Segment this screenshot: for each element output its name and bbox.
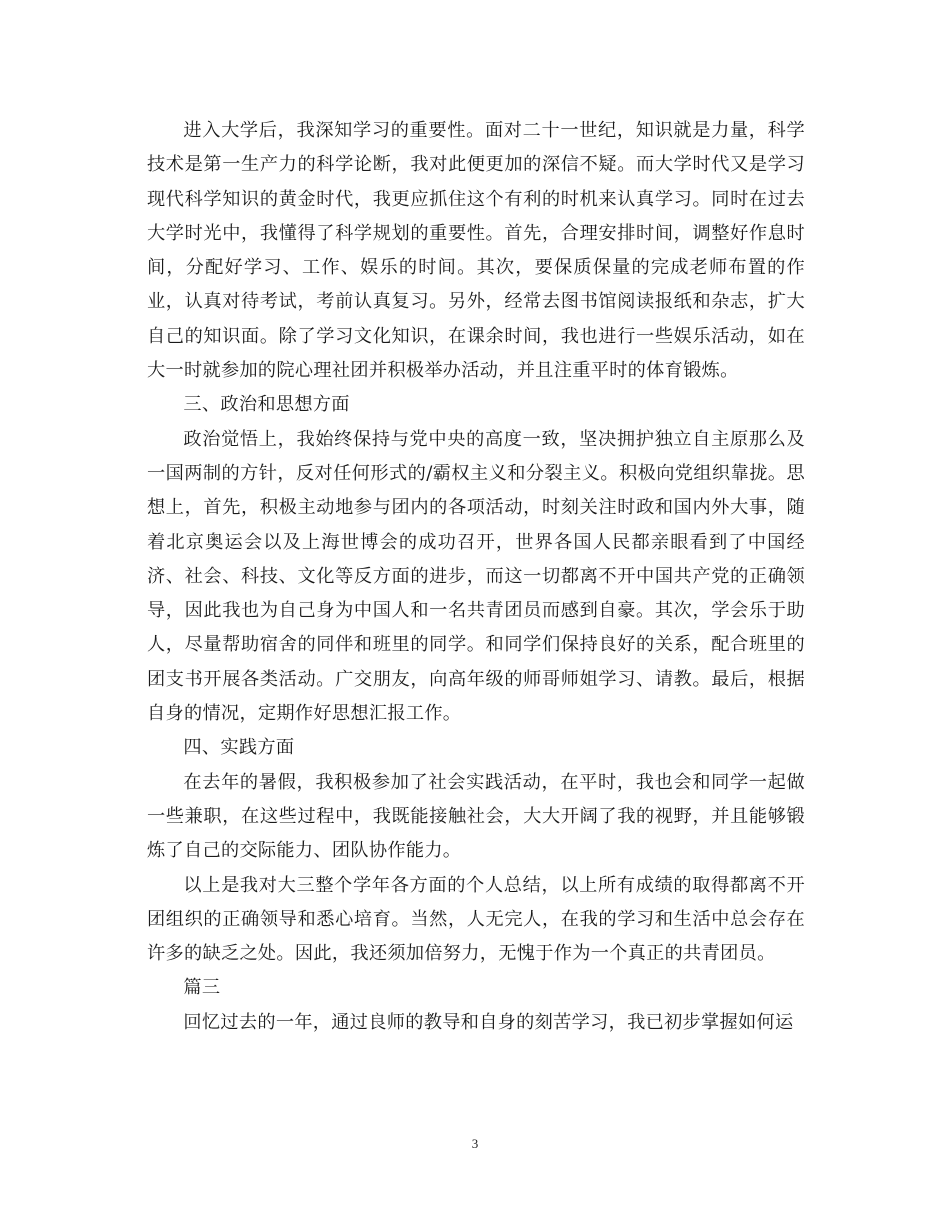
section-heading-part-three: 篇三 xyxy=(183,977,221,999)
paragraph-conclusion: 以上是我对大三整个学年各方面的个人总结，以上所有成绩的取得都离不开团组织的正确领导和悉心培育。当然，人无完人，在我的学习和生活中总会存在许多的缺乏之处。因此，我还须加倍努力，无愧于作为一个真正的共青团员。 xyxy=(147,874,805,965)
page-number: 3 xyxy=(471,1136,479,1151)
document-body xyxy=(147,114,805,1040)
section-heading-practice: 四、实践方面 xyxy=(183,737,295,759)
paragraph-politics: 政治觉悟上，我始终保持与党中央的高度一致，坚决拥护独立自主原那么及一国两制的方针，反对任何形式的/霸权主义和分裂主义。积极向党组织靠拢。思想上，首先，积极主动地参与团内的各项活动，时刻关注时政和国内外大事，随着北京奥运会以及上海世博会的成功召开，世界各国人民都亲眼看到了中国经济、社会、科技、文化等反方面的进步，而这一切都离不开中国共产党的正确领导，因此我也为自己身为中国人和一名共青团员而感到自豪。其次，学会乐于助人，尽量帮助宿舍的同伴和班里的同学。和同学们保持良好的关系，配合班里的团支书开展各类活动。广交朋友，向高年级的师哥师姐学习、请教。最后，根据自身的情况，定期作好思想汇报工作。 xyxy=(147,428,805,725)
paragraph-part-three-intro: 回忆过去的一年，通过良师的教导和自身的刻苦学习，我已初步掌握如何运 xyxy=(183,1011,794,1033)
paragraph-practice: 在去年的暑假，我积极参加了社会实践活动，在平时，我也会和同学一起做一些兼职，在这些过程中，我既能接触社会，大大开阔了我的视野，并且能够锻炼了自己的交际能力、团队协作能力。 xyxy=(147,771,805,862)
section-heading-politics: 三、政治和思想方面 xyxy=(183,394,350,416)
paragraph-study: 进入大学后，我深知学习的重要性。面对二十一世纪，知识就是力量，科学技术是第一生产力的科学论断，我对此便更加的深信不疑。而大学时代又是学习现代科学知识的黄金时代，我更应抓住这个有利的时机来认真学习。同时在过去大学时光中，我懂得了科学规划的重要性。首先，合理安排时间，调整好作息时间，分配好学习、工作、娱乐的时间。其次，要保质保量的完成老师布置的作业，认真对待考试，考前认真复习。另外，经常去图书馆阅读报纸和杂志，扩大自己的知识面。除了学习文化知识，在课余时间，我也进行一些娱乐活动，如在大一时就参加的院心理社团并积极举办活动，并且注重平时的体育锻炼。 xyxy=(147,120,805,382)
